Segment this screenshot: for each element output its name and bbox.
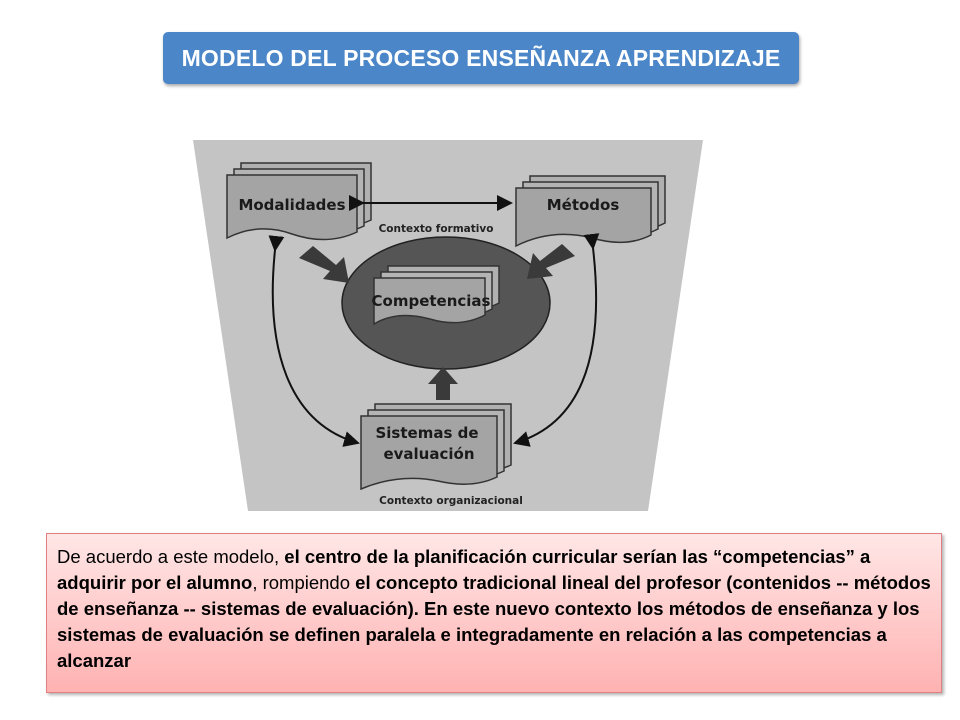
paragraph-intro: De acuerdo a este modelo,	[57, 546, 285, 567]
modalidades-node	[227, 163, 371, 240]
page-title: MODELO DEL PROCESO ENSEÑANZA APRENDIZAJE	[181, 45, 781, 71]
competencias-node	[372, 266, 499, 324]
modalidades-label: Modalidades	[238, 196, 346, 214]
title-banner	[163, 32, 799, 84]
explanation-paragraph	[57, 544, 931, 674]
competencias-label: Competencias	[371, 292, 491, 310]
explanation-box	[46, 533, 942, 693]
paragraph-connector: , rompiendo	[252, 572, 356, 593]
contexto-organizacional-label: Contexto organizacional	[379, 495, 523, 507]
paragraph-conclusion: el concepto tradicional lineal del profesor (contenidos -- métodos de enseñanza -- sistemas de evaluación). En este nuevo contexto los métodos de enseñanza y los sistemas de evaluación se definen paralela e integradamente en relación a las competencias a alcanzar	[57, 572, 931, 671]
sistemas-label-line1: Sistemas de	[375, 424, 479, 442]
sistemas-node	[361, 404, 511, 489]
paragraph-center: el centro de la planificación curricular serían las “competencias” a adquirir por el alumno	[57, 546, 871, 593]
sistemas-label-line2: evaluación	[383, 445, 475, 463]
metodos-label: Métodos	[546, 196, 620, 214]
process-diagram	[193, 138, 703, 513]
contexto-formativo-label: Contexto formativo	[378, 223, 494, 235]
metodos-node	[516, 176, 665, 246]
